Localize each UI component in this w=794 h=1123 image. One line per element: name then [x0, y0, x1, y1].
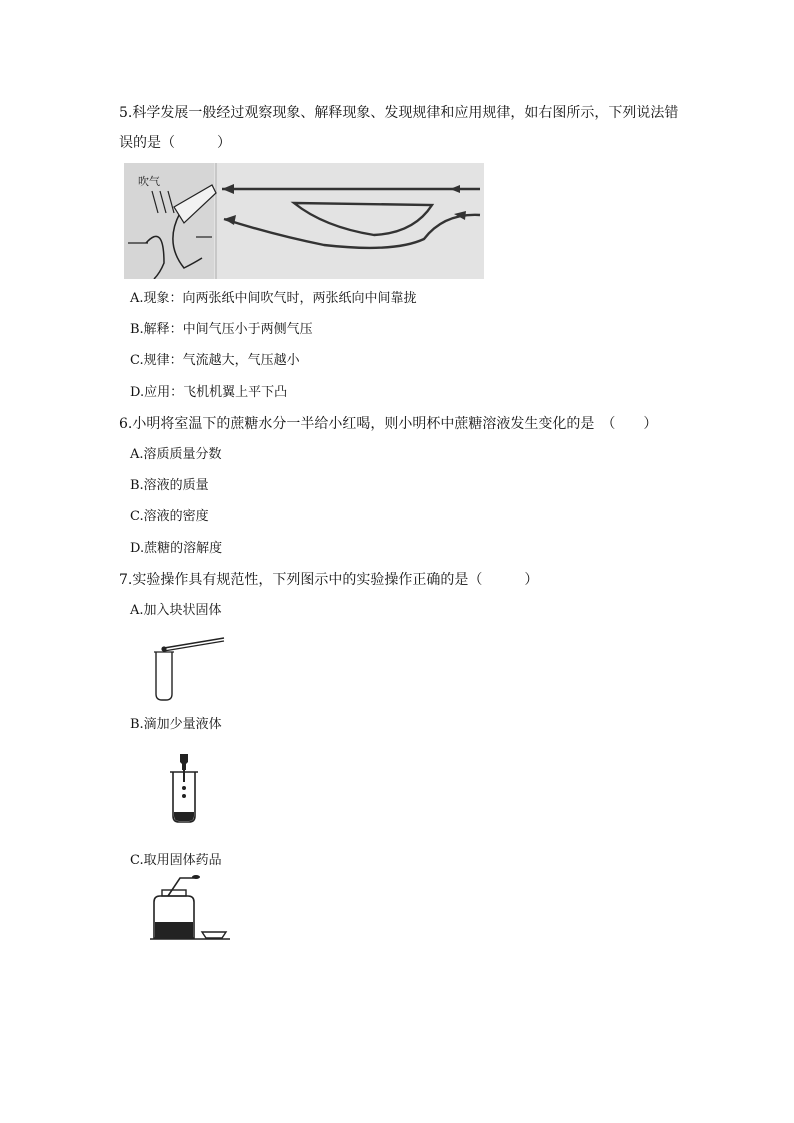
bottle-neck: [162, 890, 186, 896]
q6-option-c: C.溶液的密度: [130, 509, 209, 524]
q7-figure-b: [164, 752, 204, 824]
solid-block: [161, 646, 166, 651]
q6-option-b: B.溶液的质量: [130, 478, 209, 493]
stopper: [202, 932, 226, 938]
q7-figure-c: [150, 872, 230, 942]
q6-option-a: A.溶质质量分数: [130, 447, 222, 462]
q7-option-a: A.加入块状固体: [130, 603, 222, 618]
drop-1: [182, 786, 186, 790]
q6-option-d: D.蔗糖的溶解度: [130, 541, 223, 556]
reagent-bottle-spoon-icon: [150, 872, 230, 942]
liquid-b: [174, 812, 194, 821]
dropper-test-tube-icon: [164, 752, 204, 824]
q7-option-b: B.滴加少量液体: [130, 717, 222, 732]
spoon-tip: [192, 875, 200, 879]
q5-option-d: D.应用：飞机机翼上平下凸: [130, 385, 288, 400]
test-tube-tongs-icon: [150, 634, 230, 704]
airflow-illustration: [124, 163, 484, 279]
q6-stem: 6.小明将室温下的蔗糖水分一半给小红喝，则小明杯中蔗糖溶液发生变化的是 （ ）: [119, 416, 658, 432]
solid-reagent: [155, 922, 193, 938]
q5-figure: [124, 163, 484, 279]
dropper-bulb: [180, 754, 188, 770]
q7-stem: 7.实验操作具有规范性，下列图示中的实验操作正确的是（ ）: [119, 572, 539, 588]
q7-option-c: C.取用固体药品: [130, 853, 222, 868]
q7-figure-a: [150, 634, 230, 704]
spoon-handle: [168, 878, 194, 896]
test-tube: [156, 652, 172, 700]
q5-stem-line1: 5.科学发展一般经过观察现象、解释现象、发现规律和应用规律，如右图所示，下列说法错: [119, 105, 679, 121]
q5-option-b: B.解释：中间气压小于两侧气压: [130, 322, 313, 337]
blow-label: 吹气: [138, 175, 160, 188]
q5-option-c: C.规律：气流越大，气压越小: [130, 353, 300, 368]
drop-2: [182, 794, 186, 798]
q5-stem-line2: 误的是（ ）: [119, 135, 231, 151]
q5-option-a: A.现象：向两张纸中间吹气时，两张纸向中间靠拢: [130, 291, 417, 306]
